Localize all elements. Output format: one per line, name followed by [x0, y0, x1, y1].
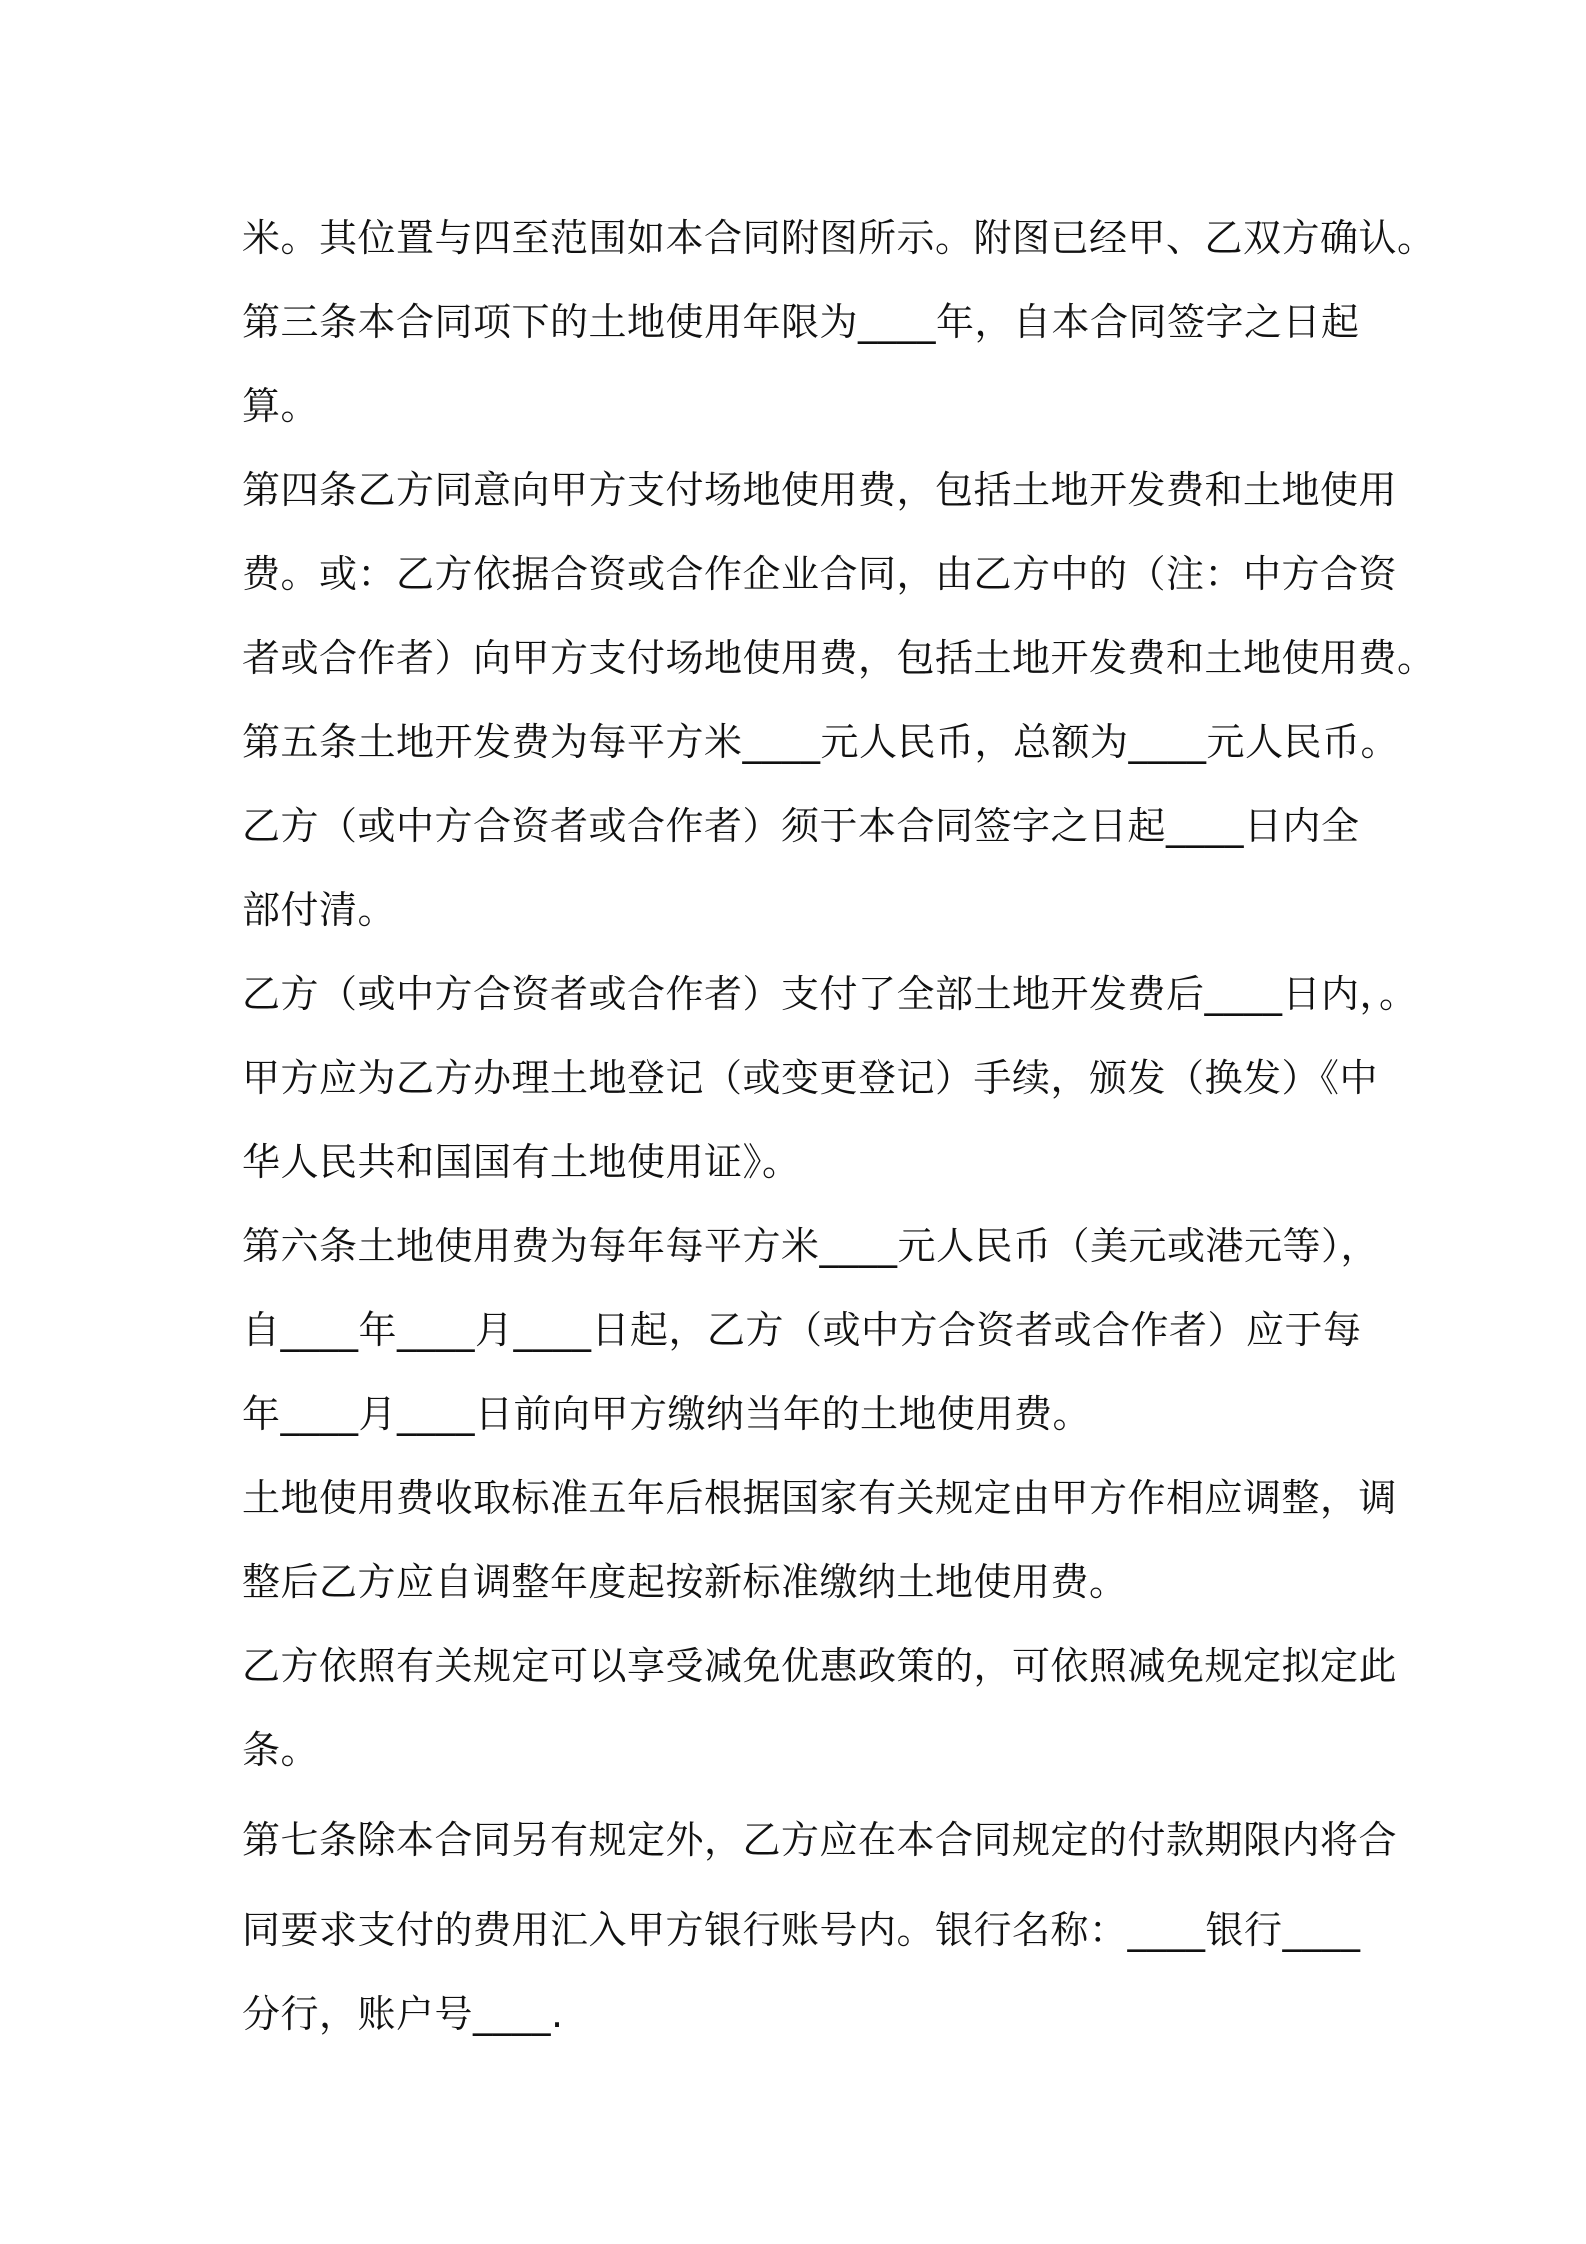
- text-line: 自____年____月____日起，乙方（或中方合资者或合作者）应于每: [242, 1308, 1362, 1352]
- contract-text-body: [242, 196, 1436, 2056]
- text-line: 者或合作者）向甲方支付场地使用费，包括土地开发费和土地使用费。: [242, 636, 1436, 680]
- text-line: 条。: [242, 1728, 320, 1772]
- text-line: 甲方应为乙方办理土地登记（或变更登记）手续，颁发（换发）《中: [242, 1056, 1379, 1100]
- text-line: 土地使用费收取标准五年后根据国家有关规定由甲方作相应调整，调: [242, 1476, 1398, 1520]
- text-line: 费。或：乙方依据合资或合作企业合同，由乙方中的（注：中方合资: [242, 552, 1398, 596]
- text-line: 部付清。: [242, 888, 397, 932]
- text-line: 算。: [242, 384, 320, 428]
- text-line: 第五条土地开发费为每平方米____元人民币，总额为____元人民币。: [242, 720, 1400, 764]
- text-line: 乙方（或中方合资者或合作者）支付了全部土地开发费后____日内，。: [242, 972, 1418, 1016]
- text-line: 第六条土地使用费为每年每平方米____元人民币（美元或港元等），: [242, 1224, 1380, 1268]
- text-line: 乙方（或中方合资者或合作者）须于本合同签字之日起____日内全: [242, 804, 1360, 848]
- text-line: 第七条除本合同另有规定外，乙方应在本合同规定的付款期限内将合: [242, 1818, 1398, 1862]
- text-line: 华人民共和国国有土地使用证》。: [242, 1140, 801, 1184]
- text-line: 整后乙方应自调整年度起按新标准缴纳土地使用费。: [242, 1560, 1128, 1604]
- text-line: 同要求支付的费用汇入甲方银行账号内。银行名称：____银行____: [242, 1908, 1361, 1952]
- text-line: 第四条乙方同意向甲方支付场地使用费，包括土地开发费和土地使用: [242, 468, 1398, 512]
- text-line: 年____月____日前向甲方缴纳当年的土地使用费。: [242, 1392, 1092, 1436]
- text-line: 乙方依照有关规定可以享受减免优惠政策的，可依照减免规定拟定此: [242, 1644, 1398, 1688]
- text-line: 第三条本合同项下的土地使用年限为____年，自本合同签字之日起: [242, 300, 1360, 344]
- text-line: 米。其位置与四至范围如本合同附图所示。附图已经甲、乙双方确认。: [242, 216, 1436, 260]
- text-line: 分行，账户号____.: [242, 1992, 564, 2036]
